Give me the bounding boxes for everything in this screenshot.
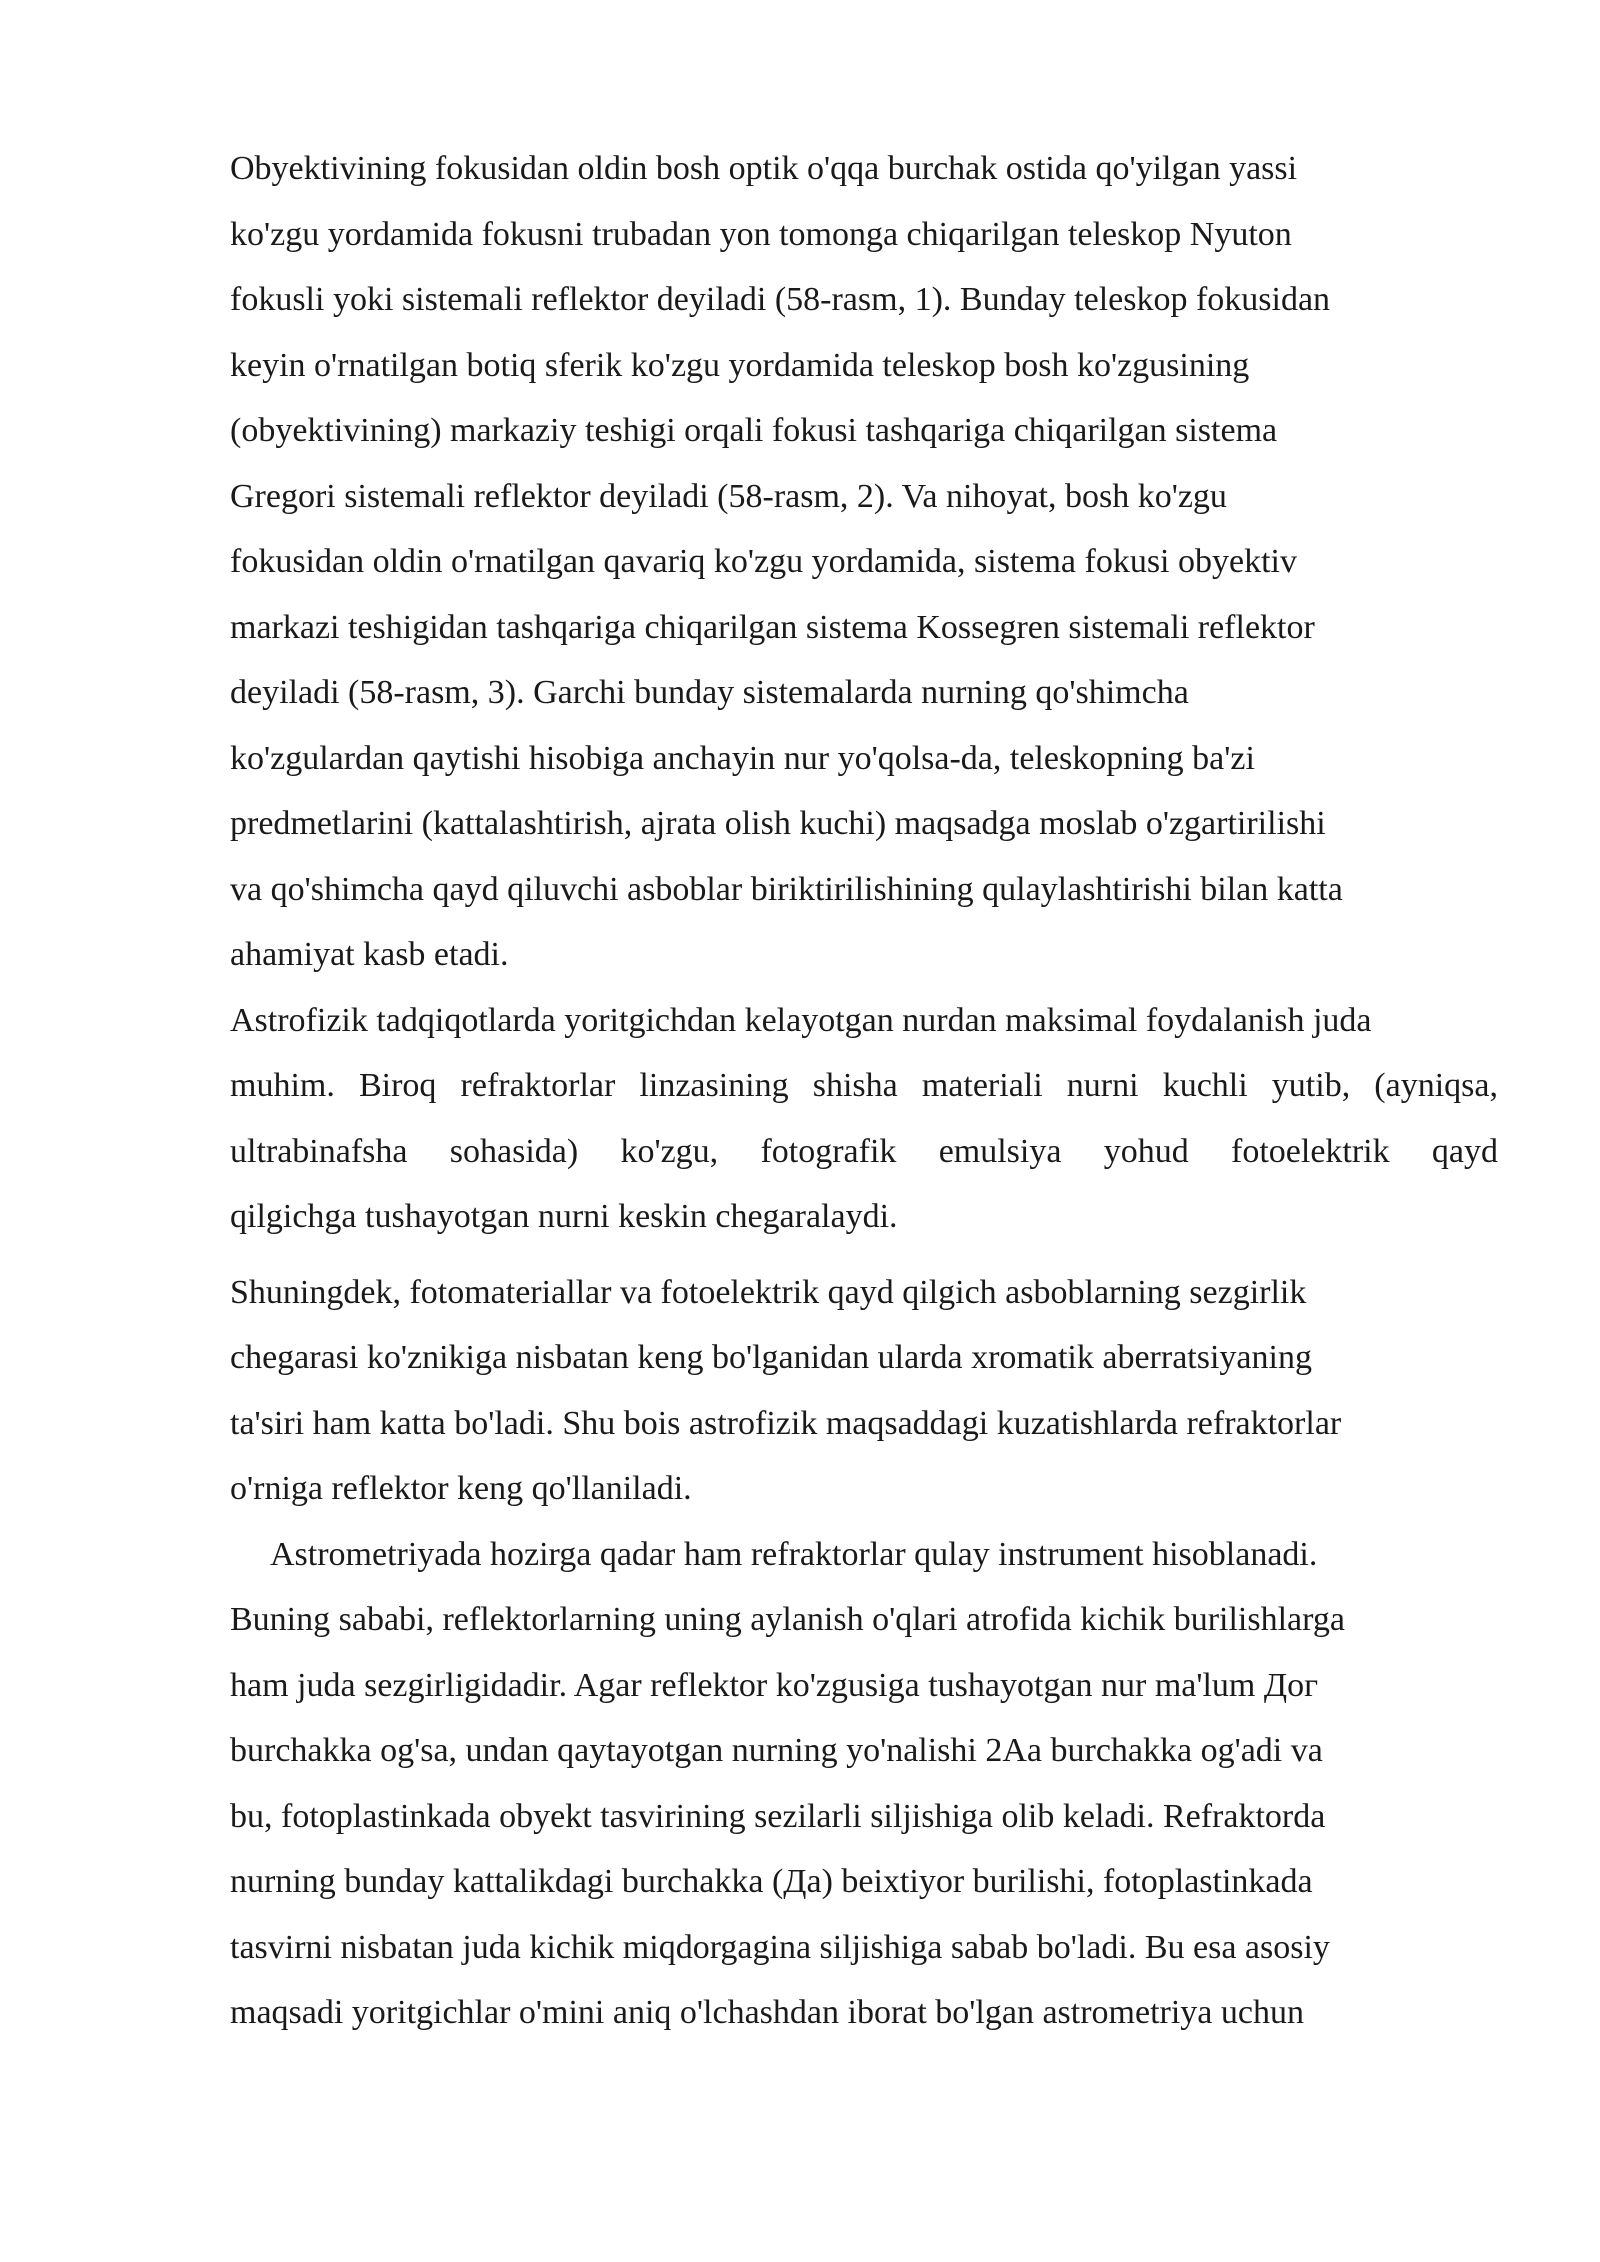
text-line: ta'siri ham katta bo'ladi. Shu bois astrofizik maqsaddagi kuzatishlarda refraktorlar bbox=[230, 1404, 1342, 1442]
text-line: (obyektivining) markaziy teshigi orqali fokusi tashqariga chiqarilgan sistema bbox=[230, 412, 1278, 449]
text-line: muhim. Biroq refraktorlar linzasining shisha materiali nurni kuchli yutib, (ayniqsa, bbox=[230, 1067, 1498, 1104]
text-line: keyin o'rnatilgan botiq sferik ko'zgu yordamida teleskop bosh ko'zgusining bbox=[230, 346, 1250, 384]
text-line: tasvirni nisbatan juda kichik miqdorgagina siljishiga sabab bo'ladi. Bu esa asosiy bbox=[230, 1928, 1330, 1966]
text-line: ko'zgulardan qaytishi hisobiga anchayin nur yo'qolsa-da, teleskopning ba'zi bbox=[230, 739, 1255, 777]
text-line: fokusli yoki sistemali reflektor deyiladi (58-rasm, 1). Bunday teleskop fokusidan bbox=[230, 281, 1331, 318]
text-line: maqsadi yoritgichlar o'mini aniq o'lchashdan iborat bo'lgan astrometriya uchun bbox=[230, 1994, 1304, 2031]
text-line: ultrabinafsha sohasida) ko'zgu, fotografik emulsiya yohud fotoelektrik qayd bbox=[230, 1132, 1498, 1170]
paragraph-chromatic-aberration bbox=[230, 1260, 1498, 1522]
text-line: qilgichga tushayotgan nurni keskin chegaralaydi. bbox=[230, 1198, 898, 1235]
text-line: ham juda sezgirligidadir. Agar reflektor ko'zgusiga tushayotgan nur ma'lum Дог bbox=[230, 1666, 1319, 1704]
text-line: ko'zgu yordamida fokusni trubadan yon tomonga chiqarilgan teleskop Nyuton bbox=[230, 215, 1292, 253]
text-line: Astrometriyada hozirga qadar ham refraktorlar qulay instrument hisoblanadi. bbox=[270, 1535, 1318, 1573]
text-line: burchakka og'sa, undan qaytayotgan nurning yo'nalishi 2Aa burchakka og'adi va bbox=[230, 1732, 1323, 1769]
text-line: Gregori sistemali reflektor deyiladi (58-rasm, 2). Va nihoyat, bosh ko'zgu bbox=[230, 477, 1227, 515]
document-page bbox=[230, 136, 1498, 2046]
text-line: Astrofizik tadqiqotlarda yoritgichdan kelayotgan nurdan maksimal foydalanish juda bbox=[230, 1001, 1372, 1039]
text-line: bu, fotoplastinkada obyekt tasvirining sezilarli siljishiga olib keladi. Refraktorda bbox=[230, 1797, 1326, 1835]
text-line: Buning sababi, reflektorlarning uning aylanish o'qlari atrofida kichik burilishlarga bbox=[230, 1601, 1345, 1638]
text-line: predmetlarini (kattalashtirish, ajrata olish kuchi) maqsadga moslab o'zgartirilishi bbox=[230, 805, 1326, 842]
text-line: markazi teshigidan tashqariga chiqarilgan sistema Kossegren sistemali reflektor bbox=[230, 608, 1315, 646]
text-line: chegarasi ko'znikiga nisbatan keng bo'lganidan ularda xromatik aberratsiyaning bbox=[230, 1339, 1312, 1376]
text-line: Obyektivining fokusidan oldin bosh optik o'qqa burchak ostida qo'yilgan yassi bbox=[230, 150, 1298, 187]
paragraph-astrometry bbox=[230, 1522, 1498, 2046]
text-line: o'rniga reflektor keng qo'llaniladi. bbox=[230, 1470, 692, 1507]
text-line: nurning bunday kattalikdagi burchakka (Дa) beixtiyor burilishi, fotoplastinkada bbox=[230, 1863, 1313, 1900]
text-line: deyiladi (58-rasm, 3). Garchi bunday sistemalarda nurning qo'shimcha bbox=[230, 674, 1189, 711]
paragraph-astrophysical-research bbox=[230, 988, 1498, 1250]
text-line: Shuningdek, fotomateriallar va fotoelektrik qayd qilgich asboblarning sezgirlik bbox=[230, 1273, 1307, 1311]
text-line: ahamiyat kasb etadi. bbox=[230, 936, 509, 973]
text-line: va qo'shimcha qayd qiluvchi asboblar biriktirilishining qulaylashtirishi bilan katta bbox=[230, 870, 1343, 908]
text-line: fokusidan oldin o'rnatilgan qavariq ko'zgu yordamida, sistema fokusi obyektiv bbox=[230, 543, 1297, 580]
paragraph-reflector-systems bbox=[230, 136, 1498, 988]
